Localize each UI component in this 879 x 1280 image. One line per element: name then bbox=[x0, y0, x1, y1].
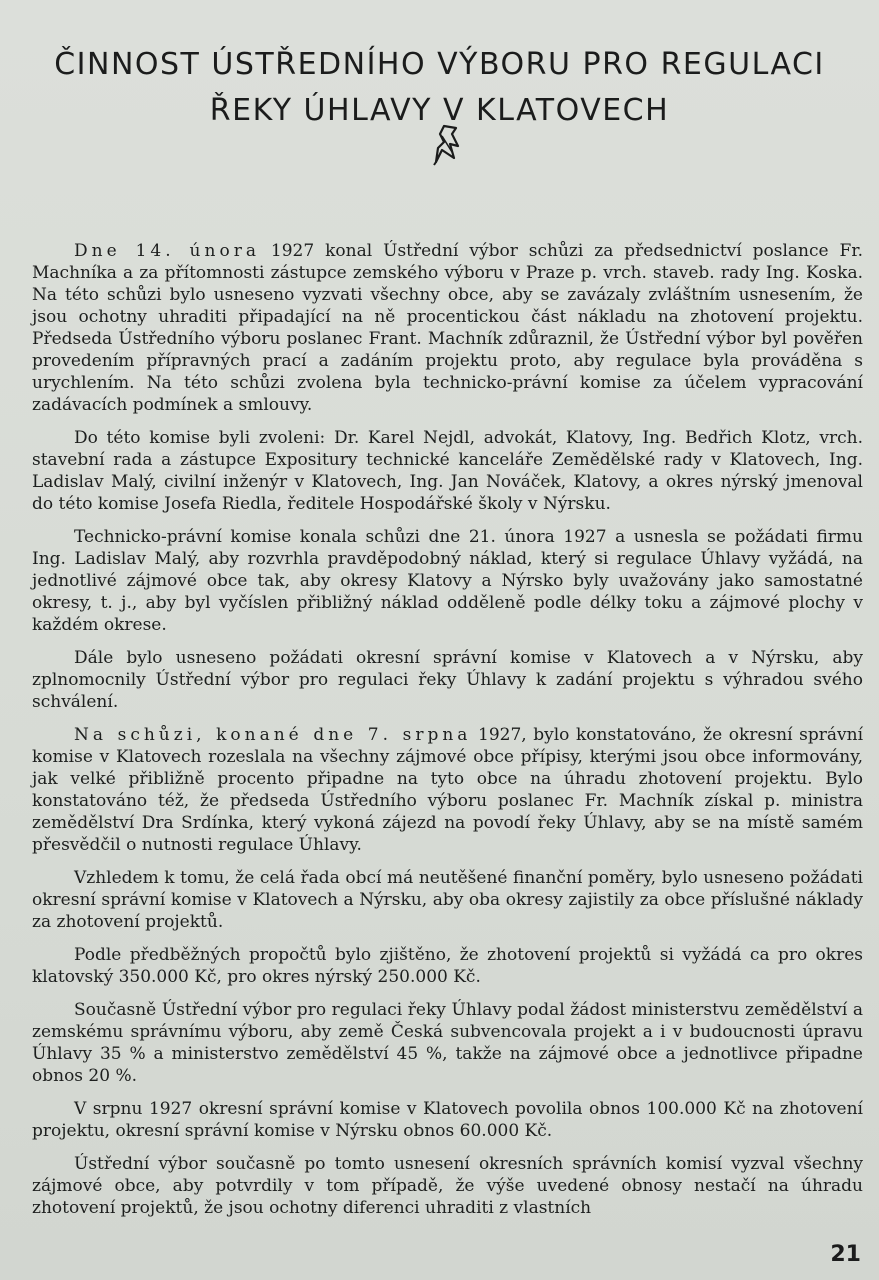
title-line-1: ČINNOST ÚSTŘEDNÍHO VÝBORU PRO REGULACI bbox=[54, 47, 825, 83]
paragraph-10 bbox=[32, 1153, 863, 1219]
page-title bbox=[0, 42, 879, 134]
paragraph-4 bbox=[32, 647, 863, 713]
article-body bbox=[32, 240, 863, 1230]
paragraph-text: 1927, bylo konstatováno, že okresní správní komise v Klatovech rozeslala na všechny zájmové obce přípisy, kterými jsou obce informovány, jak velké přibližně procento připadne na tyto obce na úhradu zhotovení projektu. Bylo konstatováno též, že předseda Ústředního výboru poslanec Fr. Machník získal p. ministra zemědělství Dra Srdínka, který vykoná zájezd na povodí řeky Úhlavy, aby se na místě samém přesvědčil o nutnosti regulace Úhlavy. bbox=[32, 725, 864, 855]
paragraph-text: Podle předběžných propočtů bylo zjištěno, že zhotovení projektů si vyžádá ca pro okres klatovský 350.000 Kč, pro okres nýrský 250.000 Kč. bbox=[32, 945, 863, 987]
paragraph-7 bbox=[32, 944, 863, 988]
paragraph-3 bbox=[32, 526, 863, 636]
paragraph-5 bbox=[32, 724, 863, 856]
paragraph-1 bbox=[32, 240, 863, 416]
paragraph-8 bbox=[32, 999, 863, 1087]
paragraph-text: Technicko-právní komise konala schůzi dne 21. února 1927 a usnesla se požádati firmu Ing. Ladislav Malý, aby rozvrhla pravděpodobný náklad, který si regulace Úhlavy vyžádá, na jednotlivé zájmové obce tak, aby okresy Klatovy a Nýrsko byly uvažovány jako samostatné okresy, t. j., aby byl vyčíslen přibližný náklad odděleně podle délky toku a zájmové plochy v každém okrese. bbox=[32, 527, 863, 635]
paragraph-text: V srpnu 1927 okresní správní komise v Klatovech povolila obnos 100.000 Kč na zhotovení projektu, okresní správní komise v Nýrsku obnos 60.000 Kč. bbox=[32, 1099, 863, 1141]
paragraph-9 bbox=[32, 1098, 863, 1142]
paragraph-text: Ústřední výbor současně po tomto usnesení okresních správních komisí vyzval všechny zájmové obce, aby potvrdily v tom případě, že výše uvedené obnosy nestačí na úhradu zhotovení projektů, že jsou ochotny diferenci uhraditi z vlastních bbox=[32, 1154, 863, 1218]
paragraph-text: 1927 konal Ústřední výbor schůzi za předsednictví poslance Fr. Machníka a za přítomnosti zástupce zemského výboru v Praze p. vrch. staveb. rady Ing. Koska. Na této schůzi bylo usneseno vyzvati všechny obce, aby se zavázaly zvláštním usnesením, že jsou ochotny uhraditi připadající na ně procentickou část nákladu na zhotovení projektu. Předseda Ústředního výboru poslanec Frant. Machník zdůraznil, že Ústřední výbor byl pověřen provedením přípravných prací a zadáním projektu proto, aby regulace byla prováděna s urychlením. Na této schůzi zvolena byla technicko-právní komise za účelem vypracování zadávacích podmínek a smlouvy. bbox=[32, 241, 863, 415]
paragraph-2 bbox=[32, 427, 863, 515]
spaced-lead: Dne 14. února bbox=[74, 241, 260, 261]
title-line-2: ŘEKY ÚHLAVY V KLATOVECH bbox=[209, 93, 670, 129]
paragraph-text: Vzhledem k tomu, že celá řada obcí má neutěšené finanční poměry, bylo usneseno požádati okresní správní komise v Klatovech a Nýrsku, aby oba okresy zajistily za obce příslušné náklady za zhotovení projektů. bbox=[32, 868, 863, 932]
paragraph-text: Současně Ústřední výbor pro regulaci řeky Úhlavy podal žádost ministerstvu zemědělství a zemskému správnímu výboru, aby země Česká subvencovala projekt a i v budoucnosti úpravu Úhlavy 35 % a ministerstvo zemědělství 45 %, takže na zájmové obce a jednotlivce připadne obnos 20 %. bbox=[32, 1000, 863, 1086]
paragraph-text: Dále bylo usneseno požádati okresní správní komise v Klatovech a v Nýrsku, aby zplnomocnily Ústřední výbor pro regulaci řeky Úhlavy k zadání projektu s výhradou svého schválení. bbox=[32, 648, 863, 712]
paragraph-text: Do této komise byli zvoleni: Dr. Karel Nejdl, advokát, Klatovy, Ing. Bedřich Klotz, vrch. stavební rada a zástupce Expositury technické kanceláře Zemědělské rady v Klatovech, Ing. Ladislav Malý, civilní inženýr v Klatovech, Ing. Jan Nováček, Klatovy, a okres nýrský jmenoval do této komise Josefa Riedla, ředitele Hospodářské školy v Nýrsku. bbox=[32, 428, 863, 514]
paragraph-6 bbox=[32, 867, 863, 933]
quill-ornament-icon bbox=[432, 124, 462, 166]
page-number: 21 bbox=[830, 1242, 861, 1267]
spaced-lead: Na schůzi, konané dne 7. srpna bbox=[74, 725, 472, 745]
